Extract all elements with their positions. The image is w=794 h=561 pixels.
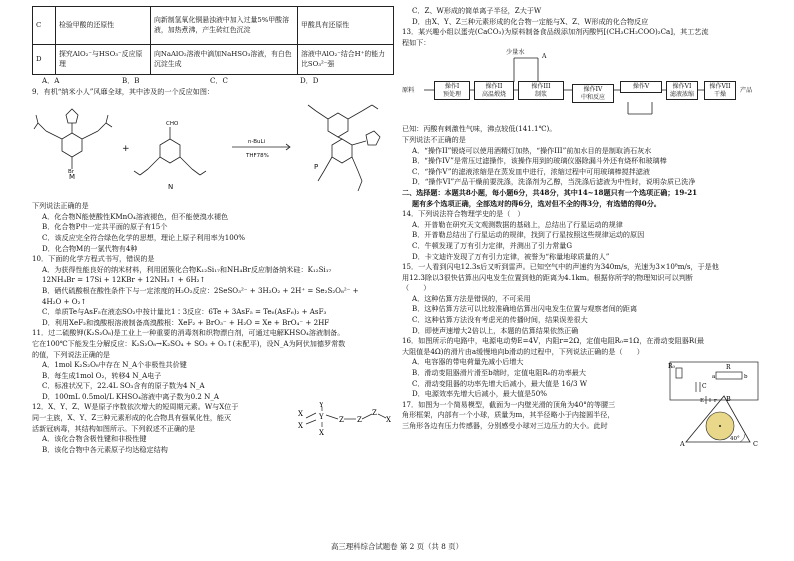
- benzene-ring-p2: [328, 113, 348, 137]
- flow-product: 产品: [740, 87, 753, 95]
- q11-option: B．每生成1mol O₂，转移4 N_A电子: [42, 370, 162, 380]
- conclusion-cell: 溶液中AlO₂⁻结合H⁺的能力比SO₃²⁻强: [298, 45, 394, 75]
- q13-stem: 13．某兴趣小组以蛋壳(CaCO₃)为原料制备食品级添加剂丙酸钙[(CH₃CH₂COO)₂Ca]，其工艺流: [402, 27, 709, 37]
- label-a: a: [712, 374, 716, 381]
- option: C．C: [210, 76, 228, 85]
- q8-table: [32, 6, 394, 75]
- q8-options: [32, 76, 394, 87]
- atom-z: Z: [339, 416, 344, 425]
- atom-x: X: [319, 429, 324, 437]
- q11-option: C．标准状况下，22.4L SO₃含有的原子数为4 N_A: [42, 381, 205, 391]
- right-column: [402, 6, 766, 448]
- flow-step-1: 操作I 预处理: [434, 81, 470, 100]
- q17-stem: 17．如图为一个简易模型，截面为一内壁光滑的顶角为40°的等腰三: [402, 399, 616, 409]
- q10-stem: 10．下面的化学方程式书写，错误的是: [32, 254, 155, 264]
- label-p: P: [314, 163, 319, 172]
- option: A．A: [42, 76, 60, 85]
- q9-option: B．化合物P中一定共平面的原子有15个: [42, 222, 168, 232]
- flow-step-7: 操作VII 干燥: [704, 81, 736, 100]
- experiment-cell: 探究AlO₂⁻与HSO₃⁻反应原理: [56, 45, 151, 75]
- q14-stem: 14．下列说法符合物理学史的是（ ）: [402, 209, 525, 219]
- flow-step-6: 操作VI 滤液浓缩: [666, 81, 698, 100]
- row-letter: D: [33, 45, 56, 75]
- label-m: M: [69, 173, 76, 182]
- reaction-diagram: [32, 99, 394, 199]
- q10-line: 4H₂O + O₂↑: [42, 296, 87, 306]
- q9-option: D．化合物M的一氯代物有4种: [42, 243, 138, 253]
- q11-option: A．1mol K₂S₂O₈中存在 N_A个非极性共价键: [42, 360, 187, 370]
- q11-line: 的值，下列说法正确的是: [32, 349, 111, 359]
- q13-note: 已知：丙酸有刺激性气味，沸点较低(141.1℃)。: [402, 124, 557, 134]
- q13-option: A．“操作II”锻烧可以使用酒精灯加热，“操作III”前加水目的是制取消石灰水: [412, 145, 652, 155]
- q13-option: C．“操作V”的滤液浓缩是在蒸发皿中进行，浓缩过程中可用玻璃棒搅拌滤液: [412, 166, 650, 176]
- plus-sign: +: [122, 144, 130, 155]
- q15-option: B．这种估算方法可以比较准确地估算出闪电发生位置与观察者间的距离: [412, 304, 638, 314]
- q12-option: D．由X、Y、Z三种元素形成的化合物一定能与X、Z、W形成的化合物反应: [412, 16, 649, 26]
- q12-structure: [294, 402, 394, 436]
- flow-arrow-label: A: [542, 53, 547, 61]
- left-column: [32, 6, 394, 455]
- q16-option: A．电容器的带电荷量先减小后增大: [412, 357, 524, 367]
- vertex-a: A: [680, 439, 685, 448]
- q10-line: 12NH₄Br = 17Si + 12KBr + 12NH₃↑ + 6H₂↑: [42, 275, 206, 285]
- label-br: Br: [68, 169, 75, 176]
- reaction-scheme: [32, 99, 394, 199]
- flow-step-2: 操作II 高温煅烧: [474, 81, 514, 100]
- benzene-ring-n: [160, 139, 180, 163]
- q12-line: 活新冠病毒，其结构如图所示。下列叙述不正确的是: [32, 423, 196, 433]
- q17-line: 三角形各边有压力传感器，分别感受小球对三边压力的大小。此时: [402, 421, 608, 430]
- q12-option: B．该化合物中各元素原子均达稳定结构: [42, 444, 168, 454]
- flow-step-4: 操作IV 中和反应: [572, 84, 614, 103]
- option: B．B: [122, 76, 140, 85]
- q14-option: A．开普勒在研究天文观测数据的基础上，总结出了行星运动的规律: [412, 219, 623, 229]
- page-footer: 高三理科综合试题卷 第 2 页（共 8 页）: [330, 542, 463, 551]
- label-r0: R₀: [668, 363, 675, 371]
- q10-line: A．为获得性能良好的纳米材料，利用团簇化合物K₁₂Si₁₇和NH₄Br反应制备纳米硅：K₁₂Si₁₇: [42, 264, 332, 274]
- q14-option: D．卡文迪许发现了万有引力定律，被誉为“称量地球质量的人”: [412, 251, 610, 261]
- flow-raw: 原料: [402, 87, 415, 95]
- row-letter: C: [33, 7, 56, 45]
- q9-intro: 下列说法正确的是: [32, 201, 89, 211]
- q17-line: 角形框架，内部有一个小球，质量为m，其半径略小于内接圆半径，: [402, 410, 615, 420]
- flow-top-label: 少量水: [506, 49, 525, 57]
- condition-1: n-BuLi: [248, 139, 266, 146]
- process-flow: [402, 48, 766, 124]
- angle-label: 40°: [730, 435, 740, 442]
- q15-option: A．这种估算方法是错误的，不可采用: [412, 293, 531, 303]
- q11-option: D．100mL 0.5mol/L KHSO₄溶液中离子数为0.2 N_A: [42, 391, 219, 401]
- q9-option: C．该反应完全符合绿色化学的思想，理论上原子利用率为100%: [42, 232, 246, 242]
- q12-option: C．Z、W形成的简单离子半径，Z大于W: [412, 6, 542, 15]
- label-n: N: [168, 183, 174, 192]
- q11-line: 它在100℃下能发生分解反应：K₂S₂O₈→K₂SO₄ + SO₃ + O₂↑(未配平)，设N_A为阿伏加德罗常数: [32, 338, 346, 348]
- section-heading: 题有多个选项正确，全部选对的得6分，选对但不全的得3分，有选错的得0分。: [412, 198, 661, 208]
- triangle-figure: [678, 394, 766, 448]
- q12-option: A．该化合物含极性键和非极性键: [42, 434, 147, 444]
- q15-option: D．即使声速增大2倍以上，本题的估算结果依然正确: [412, 325, 579, 335]
- label-b: b: [744, 374, 748, 381]
- q15-line: （ ）: [402, 283, 431, 293]
- conclusion-cell: 甲酸具有还原性: [298, 7, 394, 45]
- benzene-ring-m: [62, 133, 82, 157]
- vertex-b: B: [726, 394, 731, 403]
- q13-intro: 下列说法不正确的是: [402, 134, 466, 144]
- q10-line: C．单质Te与AsF₅在液态SO₂中按计量比1∶3反应：6Te + 3AsF₅ = Te₆(AsF₆)₂ + AsF₃: [42, 307, 327, 317]
- label-cho: CHO: [166, 121, 179, 128]
- q13-stem: 程如下：: [402, 37, 431, 47]
- atom-y: Y: [319, 402, 324, 410]
- table-row: [33, 7, 394, 45]
- atom-z: Z: [372, 409, 377, 418]
- q12-line: 同一主族，X、Y、Z三种元素形成的化合物具有强氧化性，能灭: [32, 413, 232, 423]
- option: D．D: [300, 76, 319, 85]
- q15-stem: 15．一人看到闪电12.3s后又听到雷声。已知空气中的声速约为340m/s，光速为3×10⁸m/s，于是他: [402, 262, 719, 272]
- dioxolane-ring-p: [366, 131, 380, 145]
- q10-line: B．硒代硫酸根在酸性条件下与一定浓度的H₂O₂反应：2SeSO₃²⁻ + 3H₂O₂ + 2H⁺ = Se₂S₂O₈²⁻ +: [42, 285, 359, 295]
- q13-option: D．“操作VI”产品干燥前要洗涤，洗涤剂为乙醇，当洗涤后滤液为中性时，说明杂质已洗净: [412, 177, 696, 187]
- experiment-cell: 检验甲酸的还原性: [56, 7, 151, 45]
- section-heading: 二、选择题：本题共8小题，每小题6分，共48分，其中14~18题只有一个选项正确；19-21: [402, 187, 698, 197]
- q9-stem: 9．有机“纳米小人”风靡全球，其中涉及的一个反应如图：: [32, 86, 215, 96]
- flow-step-5: 操作V: [620, 81, 662, 93]
- atom-x: X: [298, 422, 303, 431]
- q12-block: [32, 402, 394, 455]
- q15-option: C．这种估算方法没有考虑光的传播时间，结果误差很大: [412, 315, 588, 325]
- q16-option: C．滑动变阻器的功率先增大后减小，最大值是 16/3 W: [412, 378, 588, 388]
- q16-option: B．滑动变阻器滑片滑至b端时，定值电阻R₀的功率最大: [412, 368, 586, 378]
- flow-step-3: 操作III 制浆: [518, 81, 564, 100]
- q15-line: 用12.3除以3很快估算出闪电发生位置到他的距离为4.1km。根据你所学的物理知识可以判断: [402, 272, 693, 282]
- q14-option: B．开普勒总结出了行星运动的规律，找到了行星按照这些规律运动的原因: [412, 230, 645, 240]
- vertex-c: C: [753, 439, 758, 448]
- label-e: E: [700, 398, 705, 405]
- atom-z: Z: [357, 416, 362, 425]
- atom-x: X: [298, 410, 303, 419]
- atom-y: Y: [319, 413, 324, 422]
- q16-line: 大阻值是4Ω)的滑片由a缓慢地向b滑动的过程中，下列说法正确的是（ ）: [402, 346, 644, 356]
- q10-line: D．利用XeF₂和溴酸根溶液制备高溴酸根：XeF₂ + BrO₃⁻ + H₂O = Xe + BrO₄⁻ + 2HF: [42, 317, 330, 327]
- label-r: R: [726, 364, 731, 372]
- dioxolane-ring: [66, 109, 78, 123]
- condition-2: THF78%: [246, 153, 269, 160]
- ball-center: [719, 425, 721, 427]
- label-r-small: r: [714, 398, 717, 405]
- q16-option: D．电源效率先增大后减小，最大值是50%: [412, 389, 547, 399]
- q11-stem: 11．过二硫酸钾(K₂S₂O₈)是工业上一种重要的消毒剂和织物漂白剂，可通过电解KHSO₄溶液制备。: [32, 328, 345, 338]
- q14-option: C．牛顿发现了万有引力定律，并测出了引力常量G: [412, 240, 573, 250]
- q12-line: 12．X、Y、Z、W是原子序数依次增大的短周期元素。W与X位于: [32, 402, 239, 412]
- q13-option: B．“操作IV”是常压过滤操作，该操作用到的玻璃仪器除漏斗外还有烧杯和玻璃棒: [412, 156, 667, 166]
- table-row: [33, 45, 394, 75]
- q16-stem: 16．如图所示的电路中，电源电动势E=4V，内阻r=2Ω，定值电阻R₀=1Ω，在滑动变阻器R(最: [402, 336, 705, 346]
- label-c: C: [702, 383, 707, 391]
- operation-cell: 向NaAlO₂溶液中滴加NaHSO₃溶液，有白色沉淀生成: [151, 45, 298, 75]
- angle-arc: [740, 434, 745, 442]
- atom-x: X: [386, 416, 391, 425]
- benzene-ring-p1: [332, 139, 352, 163]
- q9-option: A．化合物N能使酸性KMnO₄溶液褪色，但不能使溴水褪色: [42, 211, 229, 221]
- operation-cell: 向新制氢氧化铜悬浊液中加入过量5%甲酸溶液，加热煮沸，产生砖红色沉淀: [151, 7, 298, 45]
